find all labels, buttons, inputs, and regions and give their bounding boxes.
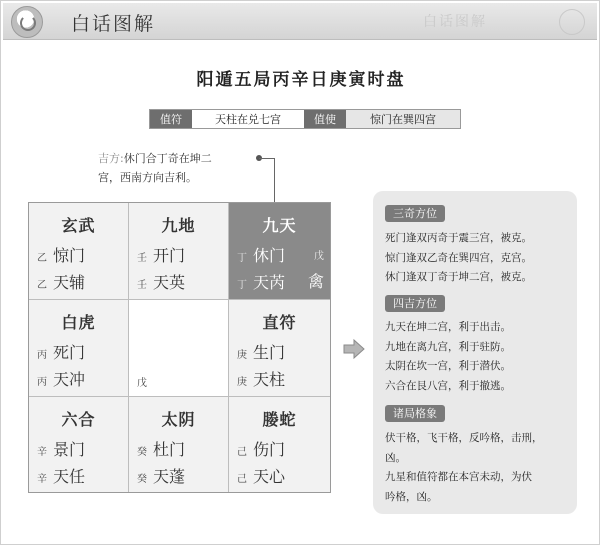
door-row: 己 伤门 [237,440,286,459]
side-stem: 戊 [314,251,324,262]
header-ghost-text: 白话图解 [423,14,487,30]
zhifu-label: 值符 [150,110,192,128]
door-row: 壬 开门 [137,246,186,265]
palace-dui7 [229,300,330,397]
ghost-logo-icon [559,9,585,35]
star-row: 壬 天英 [137,273,186,292]
star-row: 己 天心 [237,467,286,486]
note-line1: 休门合丁奇在坤二 [123,152,212,165]
star-row: 乙 天辅 [37,273,86,292]
arrow-right-icon [342,337,366,361]
geju-lines: 伏干格，飞干格，反吟格，击刑， 凶。 九星和值符都在本宫未动，为伏 吟格，凶。 [385,432,543,503]
door-row: 癸 杜门 [137,440,186,459]
star-row: 丁 天芮 [237,273,286,292]
palace-grid [28,202,331,493]
door-row: 乙 惊门 [37,246,86,265]
deity-name: 玄武 [61,216,96,235]
palace-kan1 [129,397,229,492]
star-row: 庚 天柱 [237,370,286,389]
sanqi-lines: 死门逢双丙奇于震三宫，被克。 惊门逢双乙奇在巽四宫，克宫。 休门逢双丁奇于坤二宫，被克。 [385,232,532,283]
deity-name: 太阴 [161,410,196,429]
geju-tag: 诸局格象 [385,405,445,422]
note-key: 吉方: [98,152,124,165]
callout-line [259,158,275,159]
deity-name: 九天 [262,216,297,235]
zhishi-label: 值使 [304,110,346,128]
side-star: 禽 [307,272,324,291]
star-row: 丙 天冲 [37,370,86,389]
deity-name: 九地 [161,216,196,235]
note-line2: 宫，西南方向吉利。 [98,171,197,184]
deity-name: 六合 [61,410,96,429]
siji-lines: 九天在坤二宫，利于出击。 九地在离九宫，利于驻防。 太阴在坎一宫，利于潜伏。 六合在艮八宫，利于撤逃。 [385,321,511,392]
book-logo-icon [11,6,43,38]
auspicious-note [98,149,268,187]
star-row: 癸 天蓬 [137,467,186,486]
info-bar [149,109,461,129]
palace-li9 [129,203,229,300]
palace-zhen3 [29,300,129,397]
door-row: 辛 景门 [37,440,86,459]
header-bar [3,3,597,40]
siji-tag: 四吉方位 [385,295,445,312]
deity-name: 白虎 [61,313,96,332]
palace-kun2 [229,203,330,300]
door-row: 丙 死门 [37,343,86,362]
door-row: 庚 生门 [237,343,286,362]
deity-name: 媵蛇 [262,410,297,429]
star-row: 辛 天任 [37,467,86,486]
palace-gen8 [29,397,129,492]
deity-name: 直符 [262,313,297,332]
palace-center [129,300,229,397]
zhifu-value: 天柱在兑七宫 [192,110,304,128]
sanqi-tag: 三奇方位 [385,205,445,222]
palace-qian6 [229,397,330,492]
palace-xun4 [29,203,129,300]
zhishi-value: 惊门在巽四宫 [346,110,460,128]
header-title: 白话图解 [71,13,156,35]
analysis-panel [373,191,577,514]
chart-title: 阳遁五局丙辛日庚寅时盘 [196,70,406,90]
callout-line-vertical [274,158,275,203]
center-stem: 戊 [137,378,147,389]
door-row: 丁 休门 [237,246,286,265]
